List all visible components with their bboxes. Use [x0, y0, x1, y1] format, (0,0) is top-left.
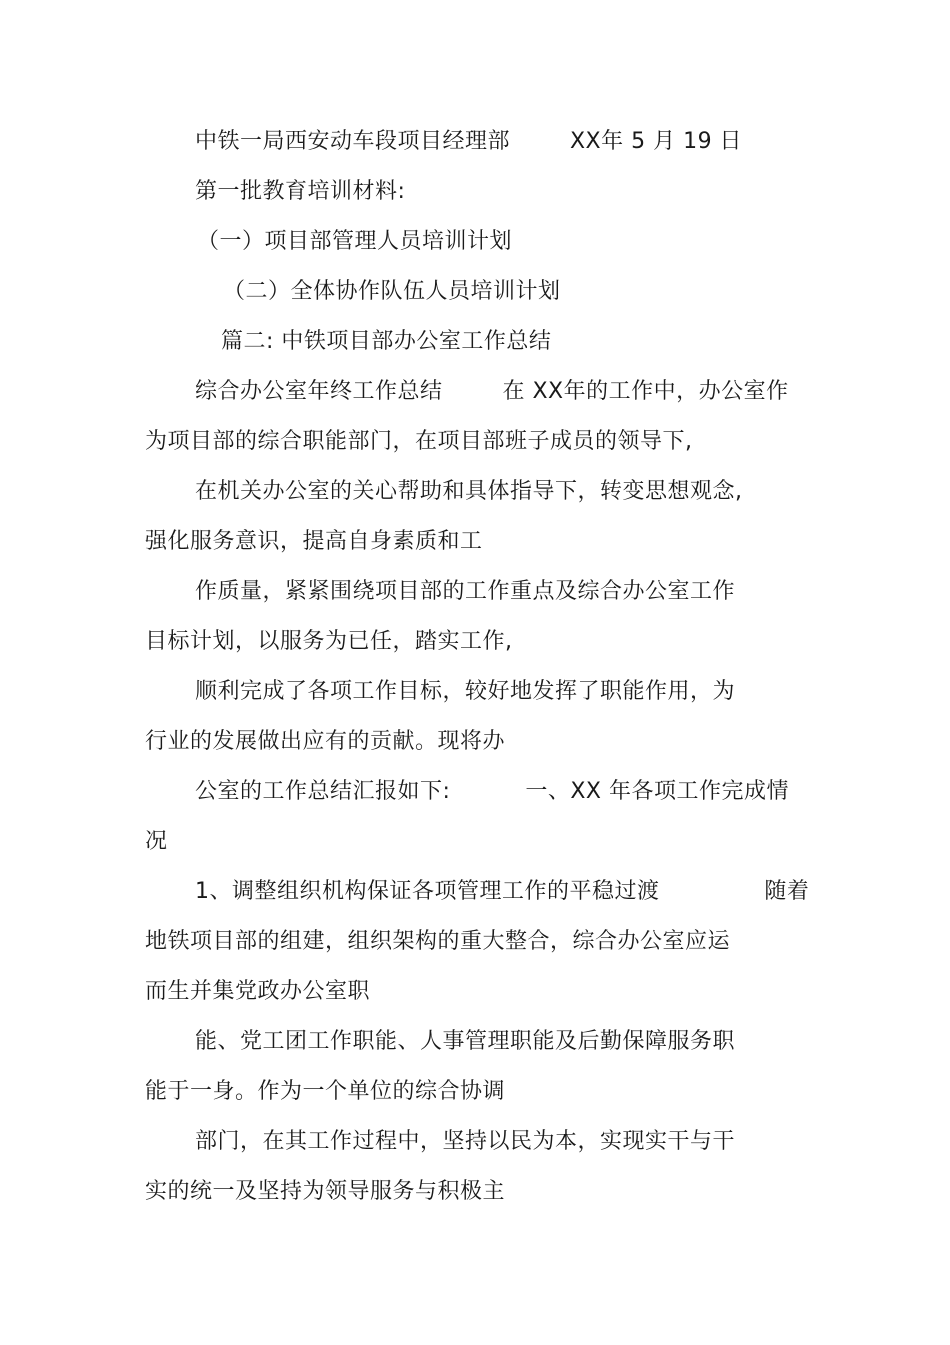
text-line: 作质量，紧紧围绕项目部的工作重点及综合办公室工作 [195, 579, 736, 604]
text-line: 实的统一及坚持为领导服务与积极主 [145, 1179, 506, 1204]
text-line: 部门，在其工作过程中，坚持以民为本，实现实干与干 [195, 1129, 736, 1154]
text-line: 第一批教育培训材料: [195, 179, 406, 204]
text-line: 地铁项目部的组建，组织架构的重大整合，综合办公室应运 [145, 929, 731, 954]
text-line: （一）项目部管理人员培训计划 [197, 229, 513, 254]
text-line: 而生并集党政办公室职 [145, 979, 371, 1004]
text-line: 目标计划，以服务为已任，踏实工作, [145, 629, 513, 654]
text-line: 能于一身。作为一个单位的综合协调 [145, 1079, 506, 1104]
text-line: 能、党工团工作职能、人事管理职能及后勤保障服务职 [195, 1029, 736, 1054]
text-line: 强化服务意识，提高自身素质和工 [145, 529, 483, 554]
text-line: 为项目部的综合职能部门，在项目部班子成员的领导下, [145, 429, 693, 454]
text-line: （二）全体协作队伍人员培训计划 [223, 279, 561, 304]
section-heading: 篇二: 中铁项目部办公室工作总结 [221, 329, 552, 354]
text-line: 行业的发展做出应有的贡献。现将办 [145, 729, 506, 754]
text-line: 1、调整组织机构保证各项管理工作的平稳过渡 随着 [195, 879, 810, 904]
text-line: 顺利完成了各项工作目标，较好地发挥了职能作用，为 [195, 679, 736, 704]
text-line: 在机关办公室的关心帮助和具体指导下，转变思想观念, [195, 479, 743, 504]
text-line: 公室的工作总结汇报如下: 一、XX 年各项工作完成情 [195, 779, 789, 804]
header-line: 中铁一局西安动车段项目经理部 XX年 5 月 19 日 [195, 129, 743, 154]
text-line: 况 [145, 829, 168, 854]
text-line: 综合办公室年终工作总结 在 XX年的工作中，办公室作 [195, 379, 789, 404]
